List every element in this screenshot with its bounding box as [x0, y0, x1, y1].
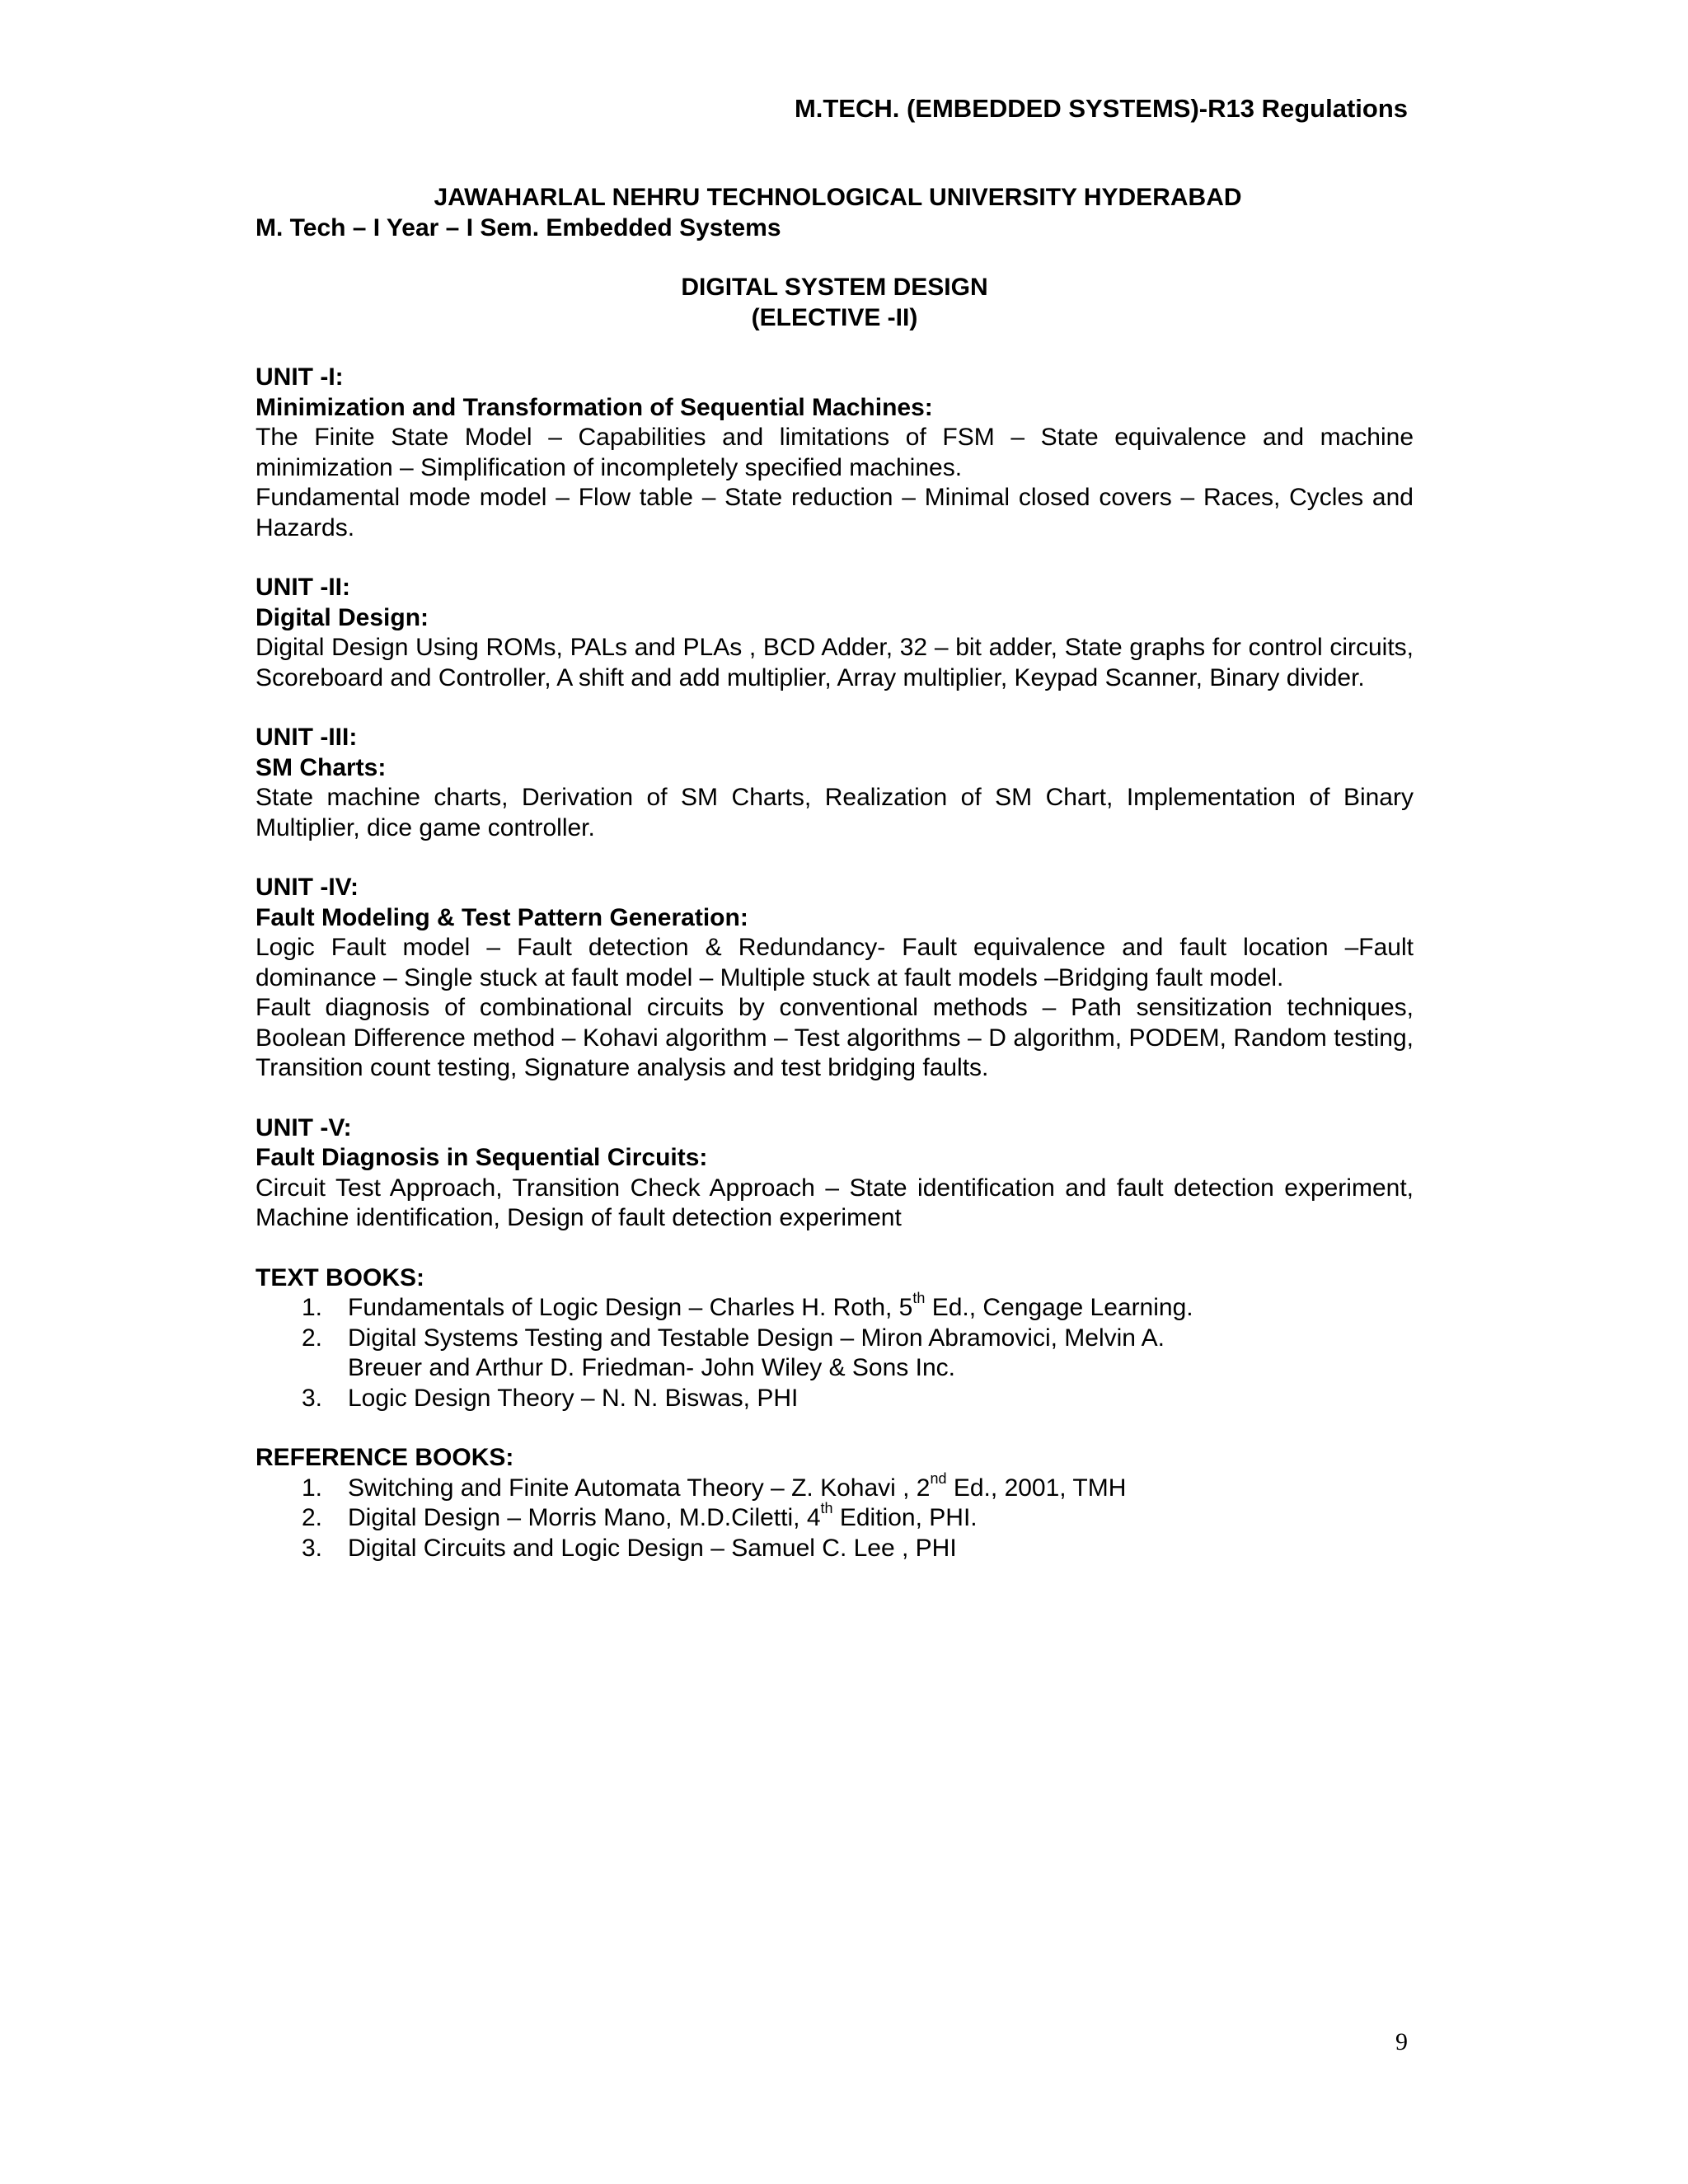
- list-item-text: [348, 1500, 978, 1531]
- list-item: [256, 1290, 1414, 1324]
- unit-paragraph: Circuit Test Approach, Transition Check Approach – State identification and fault detection experiment, Machine identification, Design of fault detection experiment: [256, 1174, 1414, 1231]
- reference-books-list: [256, 1469, 1414, 1564]
- superscript: th: [820, 1500, 833, 1516]
- list-item-text: Logic Design Theory – N. N. Biswas, PHI: [348, 1384, 799, 1412]
- list-item: [256, 1534, 1414, 1564]
- unit-title: Minimization and Transformation of Sequential Machines:: [256, 393, 933, 421]
- text-books-list: [256, 1290, 1414, 1413]
- list-item-text-tail: Ed., Cengage Learning.: [925, 1294, 1193, 1321]
- text-books-title: TEXT BOOKS:: [256, 1263, 425, 1291]
- reference-books-section: [256, 1443, 1414, 1563]
- list-item-text-tail: Ed., 2001, TMH: [946, 1474, 1127, 1502]
- list-item: [256, 1469, 1414, 1504]
- list-item-text-main: Fundamentals of Logic Design – Charles H. Roth, 5: [348, 1294, 913, 1321]
- list-item: [256, 1324, 1414, 1384]
- university-name: JAWAHARLAL NEHRU TECHNOLOGICAL UNIVERSITY HYDERABAD: [434, 184, 1242, 211]
- list-item-text-main: Digital Design – Morris Mano, M.D.Ciletti, 4: [348, 1504, 821, 1531]
- unit-1: [256, 363, 1414, 543]
- unit-paragraph: The Finite State Model – Capabilities and limitations of FSM – State equivalence and machine minimization – Simplification of incompletely specified machines.: [256, 424, 1414, 481]
- reference-books-title: REFERENCE BOOKS:: [256, 1444, 514, 1471]
- list-item-text: Digital Circuits and Logic Design – Samuel C. Lee , PHI: [348, 1534, 957, 1562]
- unit-paragraph: Fault diagnosis of combinational circuits by conventional methods – Path sensitization techniques, Boolean Difference method – Kohavi algorithm – Test algorithms – D algorithm, PODEM, Random testing, Transition count testing, Signature analysis and test bridging faults.: [256, 994, 1414, 1081]
- unit-label: UNIT -IV:: [256, 874, 359, 901]
- unit-title: Digital Design:: [256, 603, 429, 631]
- unit-paragraph: Fundamental mode model – Flow table – State reduction – Minimal closed covers – Races, Cycles and Hazards.: [256, 484, 1414, 541]
- subject-heading: [256, 273, 1414, 333]
- list-item-number: 2.: [302, 1504, 323, 1531]
- unit-label: UNIT -V:: [256, 1113, 352, 1141]
- subject-title: DIGITAL SYSTEM DESIGN: [681, 274, 988, 301]
- unit-paragraph: State machine charts, Derivation of SM Charts, Realization of SM Chart, Implementation of Binary Multiplier, dice game controller.: [256, 784, 1414, 841]
- unit-label: UNIT -I:: [256, 363, 344, 391]
- unit-label: UNIT -III:: [256, 724, 358, 751]
- list-item-number: 3.: [302, 1384, 323, 1412]
- list-item-text-line-2: Breuer and Arthur D. Friedman- John Wiley & Sons Inc.: [348, 1354, 955, 1381]
- unit-4: [256, 873, 1414, 1084]
- list-item-number: 3.: [302, 1534, 323, 1562]
- list-item: [256, 1384, 1414, 1414]
- page-number: 9: [1395, 2028, 1408, 2055]
- list-item-number: 1.: [302, 1474, 323, 1502]
- list-item-text: [348, 1290, 1193, 1321]
- superscript: th: [912, 1290, 926, 1306]
- unit-title: SM Charts:: [256, 753, 387, 781]
- text-books-section: [256, 1263, 1414, 1414]
- subject-subtitle: (ELECTIVE -II): [751, 303, 918, 331]
- list-item-text-line-1: Digital Systems Testing and Testable Design – Miron Abramovici, Melvin A.: [348, 1324, 1165, 1352]
- unit-label: UNIT -II:: [256, 574, 350, 601]
- unit-paragraph: Logic Fault model – Fault detection & Redundancy- Fault equivalence and fault location –Fault dominance – Single stuck at fault model – Multiple stuck at fault models –Bridging fault model.: [256, 934, 1414, 991]
- unit-3: [256, 723, 1414, 843]
- list-item-number: 2.: [302, 1324, 323, 1352]
- list-item-text-tail: Edition, PHI.: [832, 1504, 978, 1531]
- list-item-text: [348, 1469, 1127, 1502]
- unit-2: [256, 573, 1414, 693]
- page-content: [256, 183, 1414, 1563]
- unit-title: Fault Modeling & Test Pattern Generation:: [256, 903, 748, 931]
- list-item-text-main: Switching and Finite Automata Theory – Z. Kohavi , 2: [348, 1474, 931, 1502]
- unit-title: Fault Diagnosis in Sequential Circuits:: [256, 1144, 708, 1171]
- unit-paragraph: Digital Design Using ROMs, PALs and PLAs , BCD Adder, 32 – bit adder, State graphs for control circuits, Scoreboard and Controller, A shift and add multiplier, Array multiplier, Keypad Scanner, Binary divider.: [256, 634, 1414, 691]
- unit-5: [256, 1113, 1414, 1234]
- course-line: M. Tech – I Year – I Sem. Embedded Systems: [256, 213, 781, 241]
- running-header: M.TECH. (EMBEDDED SYSTEMS)-R13 Regulations: [794, 94, 1408, 123]
- list-item: [256, 1500, 1414, 1534]
- list-item-number: 1.: [302, 1294, 323, 1321]
- superscript: nd: [930, 1469, 947, 1487]
